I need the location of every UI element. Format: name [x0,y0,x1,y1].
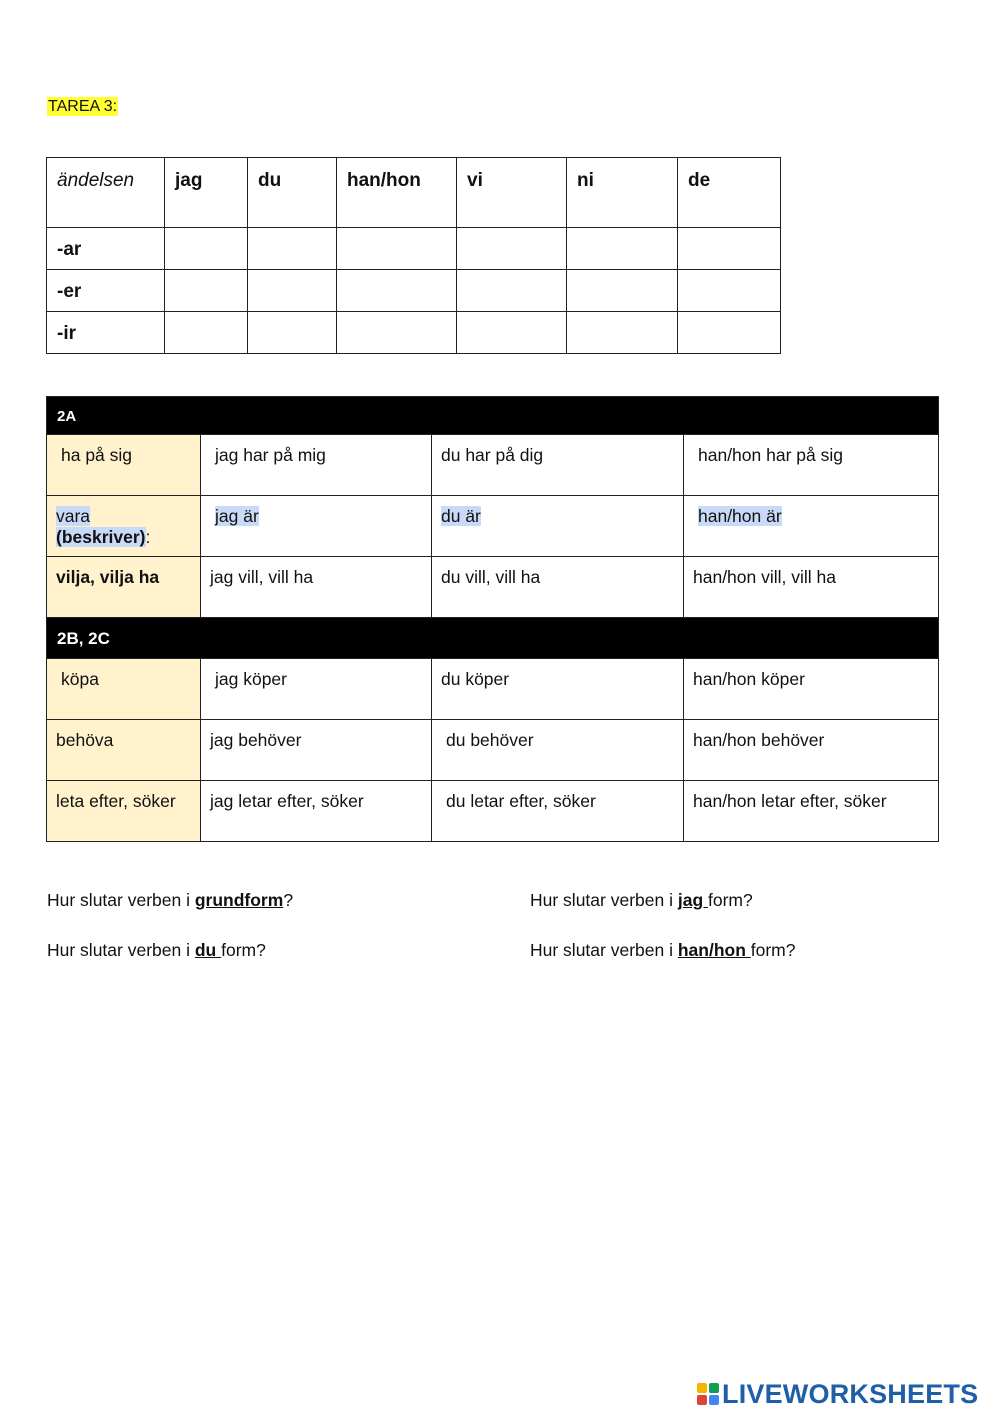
verb-cell: vara (beskriver): [47,496,201,557]
logo-square [709,1395,719,1405]
ending-label: -ar [47,228,165,270]
hanhon-form-cell: han/hon köper [684,659,939,720]
question-du-form: Hur slutar verben i du form? [47,940,266,960]
section-header-2a [47,397,939,435]
endings-table-header [47,158,781,228]
verb-cell: köpa [47,659,201,720]
verb-cell: leta efter, söker [47,781,201,842]
verb-cell: behöva [47,720,201,781]
header-vi: vi [457,158,567,228]
table-row [47,781,939,842]
answer-cell[interactable] [337,312,457,354]
verb-cell: ha på sig [47,435,201,496]
hanhon-form-cell: han/hon har på sig [684,435,939,496]
du-form-cell: du köper [432,659,684,720]
logo-square [697,1395,707,1405]
answer-cell[interactable] [457,270,567,312]
verb-cell: vilja, vilja ha [47,557,201,618]
endings-table [46,157,781,354]
table-row [47,496,939,557]
logo-square [709,1383,719,1393]
hanhon-form-cell: han/hon behöver [684,720,939,781]
answer-cell[interactable] [567,228,678,270]
answer-cell[interactable] [165,270,248,312]
answer-cell[interactable] [457,312,567,354]
answer-cell[interactable] [678,270,781,312]
jag-form-cell: jag letar efter, söker [201,781,432,842]
hanhon-form-cell: han/hon är [684,496,939,557]
logo-square [697,1383,707,1393]
header-hanhon: han/hon [337,158,457,228]
verb-conjugation-table [46,396,939,842]
answer-cell[interactable] [248,228,337,270]
table-row [47,659,939,720]
ending-label: -er [47,270,165,312]
section-title: 2A [47,397,939,435]
hanhon-form-cell: han/hon vill, vill ha [684,557,939,618]
header-jag: jag [165,158,248,228]
hanhon-form-cell: han/hon letar efter, söker [684,781,939,842]
answer-cell[interactable] [457,228,567,270]
answer-cell[interactable] [678,228,781,270]
answer-cell[interactable] [567,312,678,354]
answer-cell[interactable] [248,312,337,354]
du-form-cell: du letar efter, söker [432,781,684,842]
header-du: du [248,158,337,228]
answer-cell[interactable] [678,312,781,354]
section-header-2b-2c [47,618,939,659]
du-form-cell: du behöver [432,720,684,781]
answer-cell[interactable] [165,228,248,270]
du-form-cell: du är [432,496,684,557]
answer-cell[interactable] [337,270,457,312]
jag-form-cell: jag är [201,496,432,557]
question-hanhon-form: Hur slutar verben i han/hon form? [530,940,796,960]
logo-text: LIVEWORKSHEETS [722,1378,979,1409]
question-grundform: Hur slutar verben i grundform? [47,890,294,910]
ending-label: -ir [47,312,165,354]
du-form-cell: du har på dig [432,435,684,496]
jag-form-cell: jag behöver [201,720,432,781]
liveworksheets-logo [697,1378,978,1410]
answer-cell[interactable] [337,228,457,270]
table-row [47,557,939,618]
header-ni: ni [567,158,678,228]
table-row [47,435,939,496]
question-jag-form: Hur slutar verben i jag form? [530,890,753,910]
table-row [47,720,939,781]
jag-form-cell: jag har på mig [201,435,432,496]
answer-cell[interactable] [567,270,678,312]
section-title: 2B, 2C [47,618,939,659]
table-row [47,312,781,354]
header-andelsen: ändelsen [47,158,165,228]
answer-cell[interactable] [165,312,248,354]
logo-icon [697,1383,719,1405]
du-form-cell: du vill, vill ha [432,557,684,618]
header-de: de [678,158,781,228]
jag-form-cell: jag köper [201,659,432,720]
table-row [47,228,781,270]
task-label: TAREA 3: [48,98,118,115]
table-row [47,270,781,312]
jag-form-cell: jag vill, vill ha [201,557,432,618]
answer-cell[interactable] [248,270,337,312]
